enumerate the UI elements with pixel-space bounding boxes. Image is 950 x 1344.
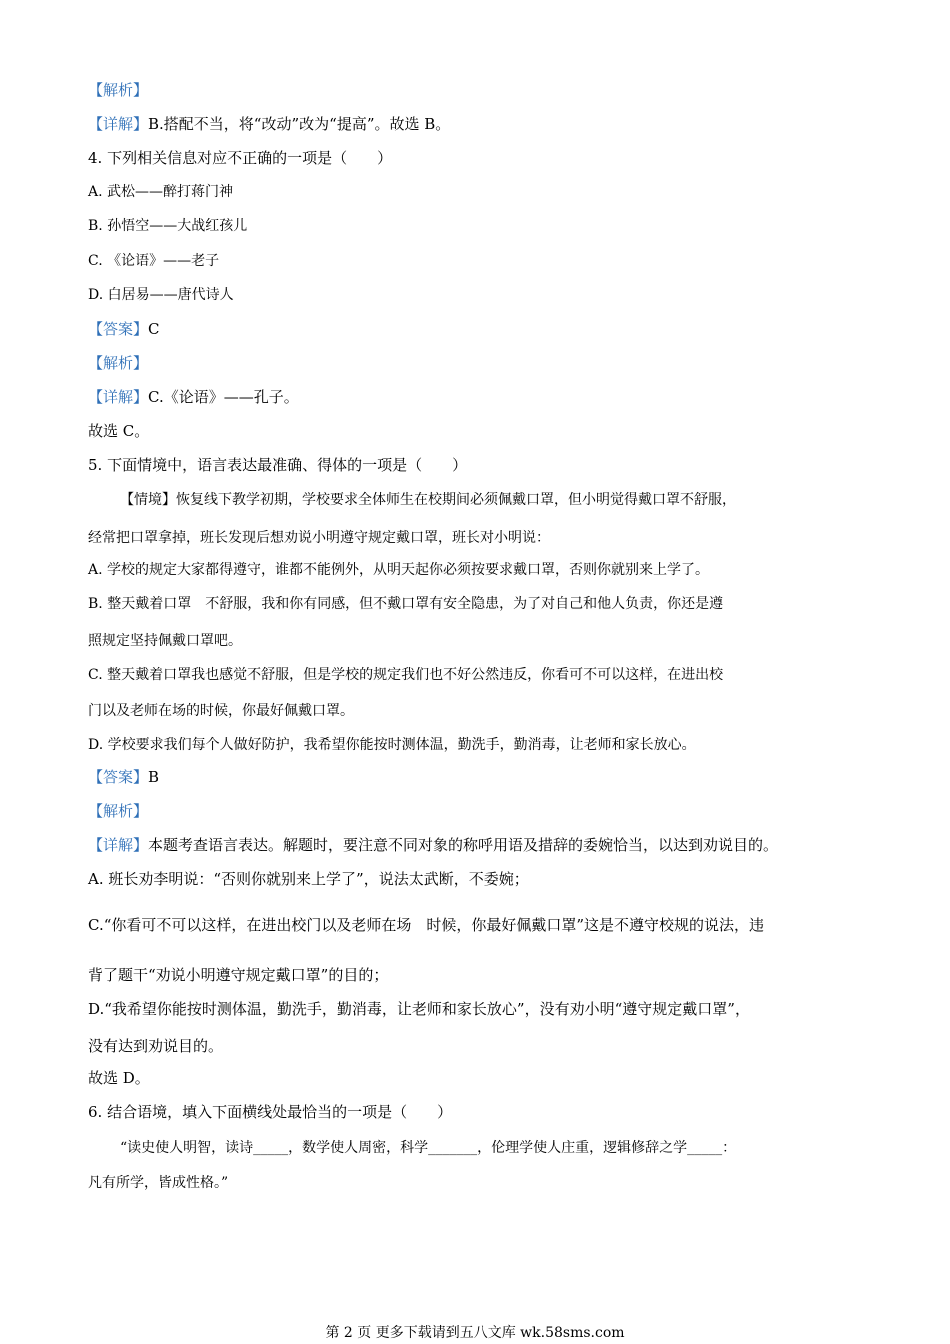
answer-q4: 【答案】C	[88, 320, 160, 338]
explanation-d-line-1: D.“我希望你能按时测体温，勤洗手，勤消毒，让老师和家长放心”，没有劝小明“遵守规定戴口罩”，	[88, 1000, 750, 1018]
option-c-line-2: 门以及老师在场的时候，你最好佩戴口罩。	[88, 703, 354, 719]
quote-line-2: 凡有所学，皆成性格。”	[88, 1175, 229, 1191]
question-6: 6. 结合语境，填入下面横线处最恰当的一项是（ ）	[88, 1103, 453, 1121]
explanation-a: A. 班长劝李明说：“否则你就别来上学了”，说法太武断，不委婉；	[88, 870, 529, 888]
page-footer: 第 2 页 更多下载请到五八文库 wk.58sms.com	[325, 1325, 625, 1341]
scenario-line-1: 【情境】恢复线下教学初期，学校要求全体师生在校期间必须佩戴口罩，但小明觉得戴口罩不舒服，	[120, 492, 736, 508]
option-a: A. 武松——醉打蒋门神	[88, 184, 234, 200]
explanation-c-line-1: C.“你看可不可以这样，在进出校门以及老师在场 时候，你最好佩戴口罩”这是不遵守校规的说法，违	[88, 916, 765, 934]
option-d: D. 白居易——唐代诗人	[88, 287, 234, 303]
question-5: 5. 下面情境中，语言表达最准确、得体的一项是（ ）	[88, 456, 468, 474]
detail-q3: 【详解】B.搭配不当，将“改动”改为“提高”。故选 B。	[88, 115, 451, 133]
analysis-label: 【解析】	[88, 802, 149, 820]
scenario-line-2: 经常把口罩拿掉，班长发现后想劝说小明遵守规定戴口罩，班长对小明说：	[88, 530, 550, 546]
detail-q5: 【详解】本题考查语言表达。解题时，要注意不同对象的称呼用语及措辞的委婉恰当，以达到劝说目的。	[88, 836, 779, 854]
analysis-label: 【解析】	[88, 354, 149, 372]
option-b-line-2: 照规定坚持佩戴口罩吧。	[88, 633, 242, 649]
conclusion-q4: 故选 C。	[88, 422, 150, 440]
option-c: C. 《论语》——老子	[88, 253, 220, 269]
answer-q5: 【答案】B	[88, 768, 160, 786]
option-b: B. 孙悟空——大战红孩儿	[88, 218, 248, 234]
analysis-label: 【解析】	[88, 81, 149, 99]
detail-q4: 【详解】C.《论语》——孔子。	[88, 388, 299, 406]
explanation-d-line-2: 没有达到劝说目的。	[88, 1037, 224, 1055]
explanation-c-line-2: 背了题干“劝说小明遵守规定戴口罩”的目的；	[88, 966, 389, 984]
conclusion-q5: 故选 D。	[88, 1069, 150, 1087]
option-c-line-1: C. 整天戴着口罩我也感觉不舒服，但是学校的规定我们也不好公然违反，你看可不可以这样，在进出校	[88, 667, 724, 683]
question-4: 4. 下列相关信息对应不正确的一项是（ ）	[88, 149, 393, 167]
quote-line-1: “读史使人明智，读诗_____，数学使人周密，科学_______，伦理学使人庄重，逻辑修辞之学_____：	[120, 1140, 737, 1156]
option-b-line-1: B. 整天戴着口罩 不舒服，我和你有同感，但不戴口罩有安全隐患，为了对自己和他人负责，你还是遵	[88, 596, 724, 612]
option-d: D. 学校要求我们每个人做好防护，我希望你能按时测体温，勤洗手，勤消毒，让老师和家长放心。	[88, 737, 696, 753]
option-a: A. 学校的规定大家都得遵守，谁都不能例外，从明天起你必须按要求戴口罩，否则你就别来上学了。	[88, 562, 710, 578]
